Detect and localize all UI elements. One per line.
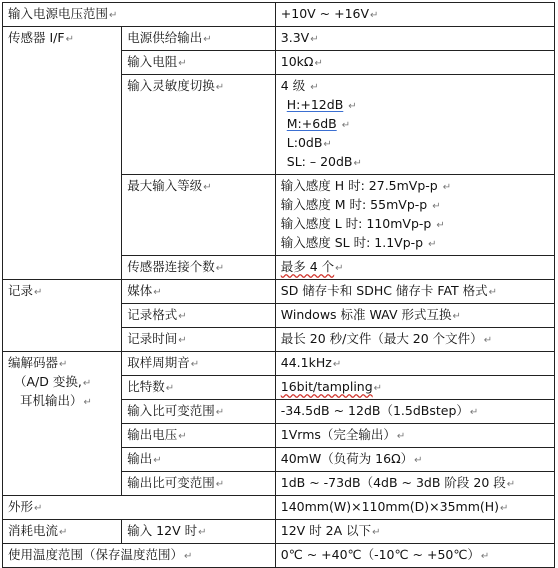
paragraph-mark: ↵: [372, 527, 381, 538]
paragraph-mark: ↵: [428, 239, 437, 250]
input-voltage-value: +10V ~ +16V: [280, 6, 370, 21]
current-sublabel: 输入 12V 时: [127, 523, 198, 538]
sensitivity-level-m: [281, 115, 549, 134]
time-label-cell: [122, 328, 276, 352]
paragraph-mark: ↵: [82, 378, 92, 389]
paragraph-mark: ↵: [432, 201, 441, 212]
output-ratio-value: 1dB ~ -73dB（4dB ~ 3dB 阶段 20 段: [280, 475, 506, 490]
paragraph-mark: ↵: [65, 34, 74, 45]
paragraph-mark: ↵: [314, 58, 323, 69]
sampling-label-cell: [122, 352, 276, 376]
codec-label-cell: [3, 352, 122, 496]
paragraph-mark: ↵: [215, 263, 225, 274]
paragraph-mark: ↵: [480, 551, 490, 562]
paragraph-mark: ↵: [59, 359, 68, 370]
codec-label-2: （A/D 变换,: [14, 374, 82, 389]
input-resistance-label: 输入电阻: [127, 54, 178, 69]
row-shape: [3, 496, 555, 520]
shape-label: 外形: [8, 499, 34, 514]
paragraph-mark: ↵: [109, 10, 118, 21]
input-resistance-value: 10kΩ: [280, 54, 314, 69]
shape-label-cell: [3, 496, 276, 520]
sensor-count-value-cell: [275, 256, 554, 280]
paragraph-mark: ↵: [34, 287, 43, 298]
paragraph-mark: ↵: [483, 335, 493, 346]
paragraph-mark: ↵: [59, 527, 68, 538]
level-m-text: M:+6dB: [286, 116, 337, 131]
paragraph-mark: ↵: [215, 82, 225, 93]
paragraph-mark: ↵: [436, 220, 445, 231]
sensitivity-level-l: [281, 134, 549, 153]
output-ratio-label: 输出比可变范围: [127, 475, 215, 490]
format-value-cell: [275, 304, 554, 328]
paragraph-mark: ↵: [348, 101, 357, 112]
max-input-value-cell: [275, 175, 554, 256]
paragraph-mark: ↵: [488, 287, 498, 298]
paragraph-mark: ↵: [215, 479, 225, 490]
output-ratio-value-cell: [275, 472, 554, 496]
spec-table: [2, 2, 555, 568]
max-input-line: [281, 196, 549, 215]
paragraph-mark: ↵: [203, 34, 212, 45]
paragraph-mark: ↵: [310, 82, 319, 93]
format-value: Windows 标准 WAV 形式互换: [280, 307, 452, 322]
max-input-h: 输入感度 H 时: 27.5mVp-p: [280, 178, 438, 193]
paragraph-mark: ↵: [396, 431, 406, 442]
output-label: 输出: [127, 451, 153, 466]
sampling-label: 取样周期音: [127, 355, 190, 370]
sampling-value: 44.1kHz: [280, 355, 332, 370]
sampling-value-cell: [275, 352, 554, 376]
power-output-label-cell: [122, 27, 276, 51]
max-input-line: [281, 177, 549, 196]
sensor-label-cell: [3, 27, 122, 280]
paragraph-mark: ↵: [452, 311, 461, 322]
input-voltage-label-cell: [3, 3, 276, 27]
bits-value: 16bit/tampling: [280, 379, 373, 394]
temperature-value: 0℃ ~ +40℃（-10℃ ~ +50℃）: [280, 547, 480, 562]
record-label-cell: [3, 280, 122, 352]
level-h-text: H:+12dB: [286, 97, 344, 112]
input-resistance-label-cell: [122, 51, 276, 75]
row-sensor-power: [3, 27, 555, 51]
sensitivity-label-cell: [122, 75, 276, 175]
current-sublabel-cell: [122, 520, 276, 544]
max-input-line: [281, 215, 549, 234]
record-label: 记录: [8, 283, 34, 298]
max-input-label-cell: [122, 175, 276, 256]
paragraph-mark: ↵: [34, 503, 43, 514]
paragraph-mark: ↵: [178, 431, 187, 442]
sensitivity-label: 输入灵敏度切换: [127, 78, 215, 93]
time-label: 记录时间: [127, 331, 178, 346]
sensitivity-level-sl: [281, 153, 549, 172]
paragraph-mark: ↵: [442, 182, 452, 193]
codec-label-1: 编解码器: [8, 355, 59, 370]
row-temperature: [3, 544, 555, 568]
codec-label-line: [8, 392, 116, 411]
paragraph-mark: ↵: [335, 263, 344, 274]
paragraph-mark: ↵: [190, 359, 200, 370]
output-ratio-label-cell: [122, 472, 276, 496]
row-current: [3, 520, 555, 544]
codec-label-line: [8, 354, 116, 373]
sensor-count-value: 最多 4 个: [280, 259, 335, 274]
max-input-l: 输入感度 L 时: 110mVp-p: [280, 216, 432, 231]
paragraph-mark: ↵: [341, 120, 351, 131]
media-label-cell: [122, 280, 276, 304]
paragraph-mark: ↵: [178, 58, 187, 69]
media-value: SD 储存卡和 SDHC 储存卡 FAT 格式: [280, 283, 488, 298]
sensitivity-level-h: [281, 96, 549, 115]
paragraph-mark: ↵: [323, 139, 332, 150]
sensor-count-label: 传感器连接个数: [127, 259, 215, 274]
format-label: 记录格式: [127, 307, 178, 322]
sensor-label: 传感器 I/F: [8, 30, 65, 45]
paragraph-mark: ↵: [178, 311, 187, 322]
codec-label-3: 耳机输出）: [20, 393, 83, 408]
input-voltage-label: 输入电源电压范围: [8, 6, 109, 21]
paragraph-mark: ↵: [165, 383, 175, 394]
paragraph-mark: ↵: [153, 287, 162, 298]
paragraph-mark: ↵: [506, 479, 516, 490]
bits-label: 比特数: [127, 379, 165, 394]
shape-value: 140mm(W)×110mm(D)×35mm(H): [280, 499, 500, 514]
output-voltage-value: 1Vrms（完全输出）: [280, 427, 396, 442]
input-voltage-value-cell: [275, 3, 554, 27]
row-codec-sampling: [3, 352, 555, 376]
output-voltage-label: 输出电压: [127, 427, 178, 442]
temperature-value-cell: [275, 544, 554, 568]
sensitivity-value-cell: [275, 75, 554, 175]
media-label: 媒体: [127, 283, 153, 298]
output-value: 40mW（负荷为 16Ω）: [280, 451, 414, 466]
input-ratio-label-cell: [122, 400, 276, 424]
paragraph-mark: ↵: [373, 383, 383, 394]
output-voltage-value-cell: [275, 424, 554, 448]
paragraph-mark: ↵: [310, 34, 319, 45]
sensor-count-label-cell: [122, 256, 276, 280]
sensitivity-count: [281, 77, 549, 96]
row-input-voltage: [3, 3, 555, 27]
current-label-cell: [3, 520, 122, 544]
input-ratio-value: -34.5dB ~ 12dB（1.5dBstep）: [280, 403, 469, 418]
media-value-cell: [275, 280, 554, 304]
max-input-label: 最大输入等级: [127, 178, 203, 193]
level-l-text: L:0dB: [286, 135, 323, 150]
current-value-cell: [275, 520, 554, 544]
power-output-label: 电源供给输出: [127, 30, 203, 45]
shape-value-cell: [275, 496, 554, 520]
paragraph-mark: ↵: [203, 182, 212, 193]
paragraph-mark: ↵: [370, 10, 379, 21]
max-input-line: [281, 234, 549, 253]
paragraph-mark: ↵: [184, 551, 193, 562]
level-sl-text: SL: – 20dB: [286, 154, 353, 169]
output-value-cell: [275, 448, 554, 472]
format-label-cell: [122, 304, 276, 328]
time-value: 最长 20 秒/文件（最大 20 个文件）: [280, 331, 483, 346]
paragraph-mark: ↵: [83, 397, 92, 408]
input-resistance-value-cell: [275, 51, 554, 75]
paragraph-mark: ↵: [469, 407, 479, 418]
codec-label-line: [8, 373, 116, 392]
paragraph-mark: ↵: [153, 455, 162, 466]
temperature-label: 使用温度范围（保存温度范围）: [8, 547, 184, 562]
power-output-value-cell: [275, 27, 554, 51]
output-label-cell: [122, 448, 276, 472]
paragraph-mark: ↵: [215, 407, 225, 418]
paragraph-mark: ↵: [198, 527, 207, 538]
max-input-sl: 输入感度 SL 时: 1.1Vp-p: [280, 235, 424, 250]
current-label: 消耗电流: [8, 523, 59, 538]
bits-value-cell: [275, 376, 554, 400]
max-input-m: 输入感度 M 时: 55mVp-p: [280, 197, 428, 212]
paragraph-mark: ↵: [500, 503, 509, 514]
power-output-value: 3.3V: [280, 30, 310, 45]
row-record-media: [3, 280, 555, 304]
current-value: 12V 时 2A 以下: [280, 523, 372, 538]
paragraph-mark: ↵: [353, 158, 362, 169]
input-ratio-value-cell: [275, 400, 554, 424]
paragraph-mark: ↵: [178, 335, 187, 346]
time-value-cell: [275, 328, 554, 352]
input-ratio-label: 输入比可变范围: [127, 403, 215, 418]
paragraph-mark: ↵: [414, 455, 423, 466]
output-voltage-label-cell: [122, 424, 276, 448]
paragraph-mark: ↵: [332, 359, 342, 370]
temperature-label-cell: [3, 544, 276, 568]
bits-label-cell: [122, 376, 276, 400]
sensitivity-count-text: 4 级: [280, 78, 306, 93]
